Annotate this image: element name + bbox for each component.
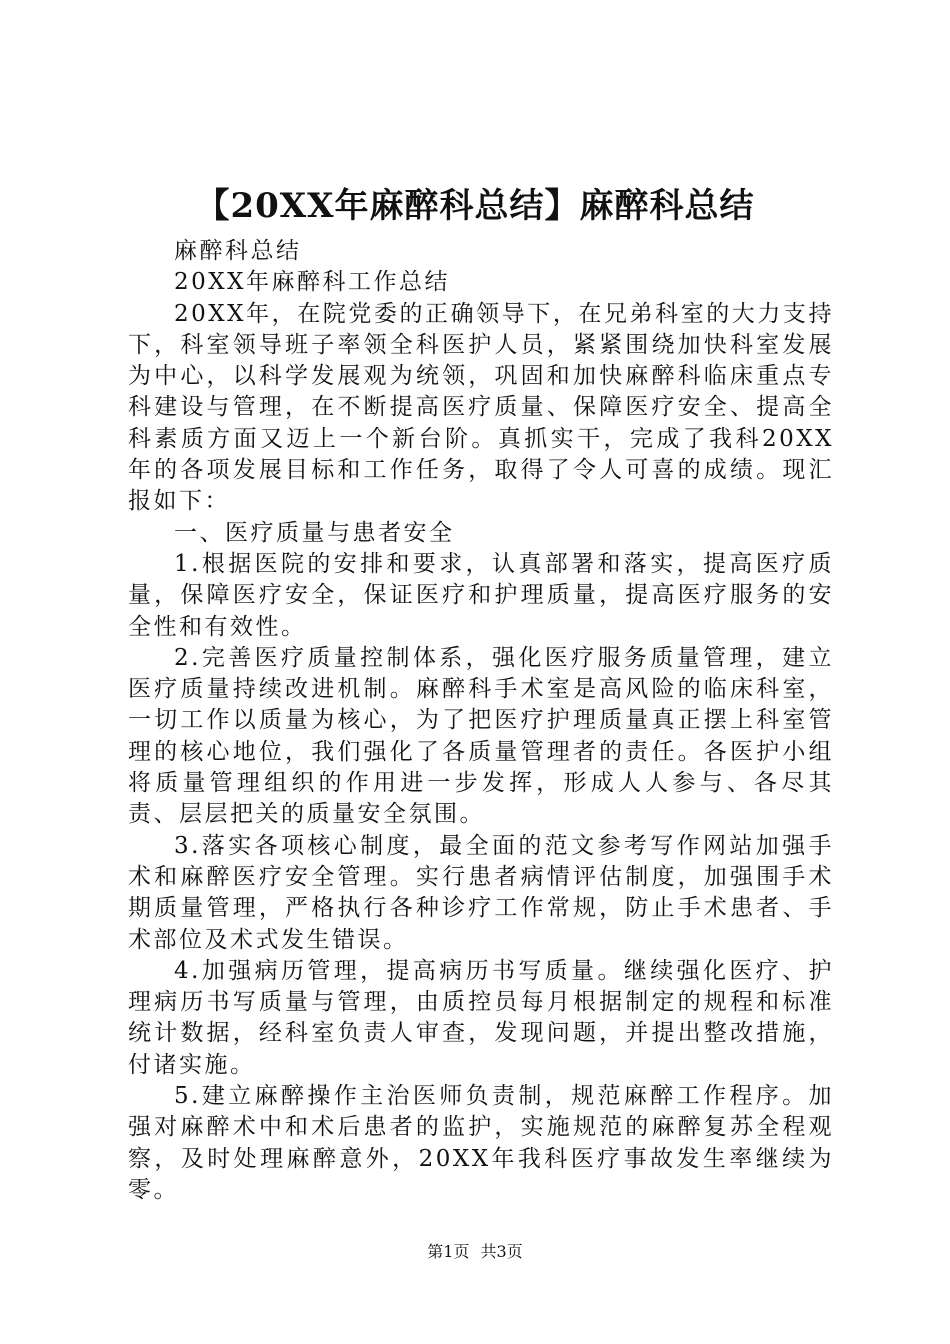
paragraph-item-4: 4.加强病历管理，提高病历书写质量。继续强化医疗、护理病历书写质量与管理，由质控员每月根据制定的规程和标准统计数据，经科室负责人审查，发现问题，并提出整改措施，付诸实施。 [128, 957, 834, 1078]
paragraph-subheading: 20XX年麻醉科工作总结 [174, 269, 451, 296]
page-footer [0, 1240, 950, 1264]
page-number: 第1页 [427, 1242, 470, 1261]
paragraph-item-1: 1.根据医院的安排和要求，认真部署和落实，提高医疗质量，保障医疗安全，保证医疗和护理质量，提高医疗服务的安全性和有效性。 [128, 550, 834, 640]
page-total: 共3页 [480, 1242, 523, 1261]
document-body [128, 236, 834, 1206]
document-title: 【20XX年麻醉科总结】麻醉科总结 [195, 186, 755, 226]
paragraph-heading: 麻醉科总结 [174, 238, 302, 264]
paragraph-item-3: 3.落实各项核心制度，最全面的范文参考写作网站加强手术和麻醉医疗安全管理。实行患者病情评估制度，加强围手术期质量管理，严格执行各种诊疗工作常规，防止手术患者、手术部位及术式发生错误。 [128, 832, 834, 953]
paragraph-item-5: 5.建立麻醉操作主治医师负责制，规范麻醉工作程序。加强对麻醉术中和术后患者的监护，实施规范的麻醉复苏全程观察，及时处理麻醉意外，20XX年我科医疗事故发生率继续为零。 [128, 1083, 834, 1203]
paragraph-item-2: 2.完善医疗质量控制体系，强化医疗服务质量管理，建立医疗质量持续改进机制。麻醉科手术室是高风险的临床科室，一切工作以质量为核心，为了把医疗护理质量真正摆上科室管理的核心地位，我们强化了各质量管理者的责任。各医护小组将质量管理组织的作用进一步发挥，形成人人参与、各尽其责、层层把关的质量安全氛围。 [128, 644, 834, 828]
section-heading: 一、医疗质量与患者安全 [174, 519, 455, 546]
paragraph-intro: 20XX年，在院党委的正确领导下，在兄弟科室的大力支持下，科室领导班子率领全科医护人员，紧紧围绕加快科室发展为中心，以科学发展观为统领，巩固和加快麻醉科临床重点专科建设与管理，在不断提高医疗质量、保障医疗安全、提高全科素质方面又迈上一个新台阶。真抓实干，完成了我科20XX年的各项发展目标和工作任务，取得了令人可喜的成绩。现汇报如下： [128, 300, 834, 515]
